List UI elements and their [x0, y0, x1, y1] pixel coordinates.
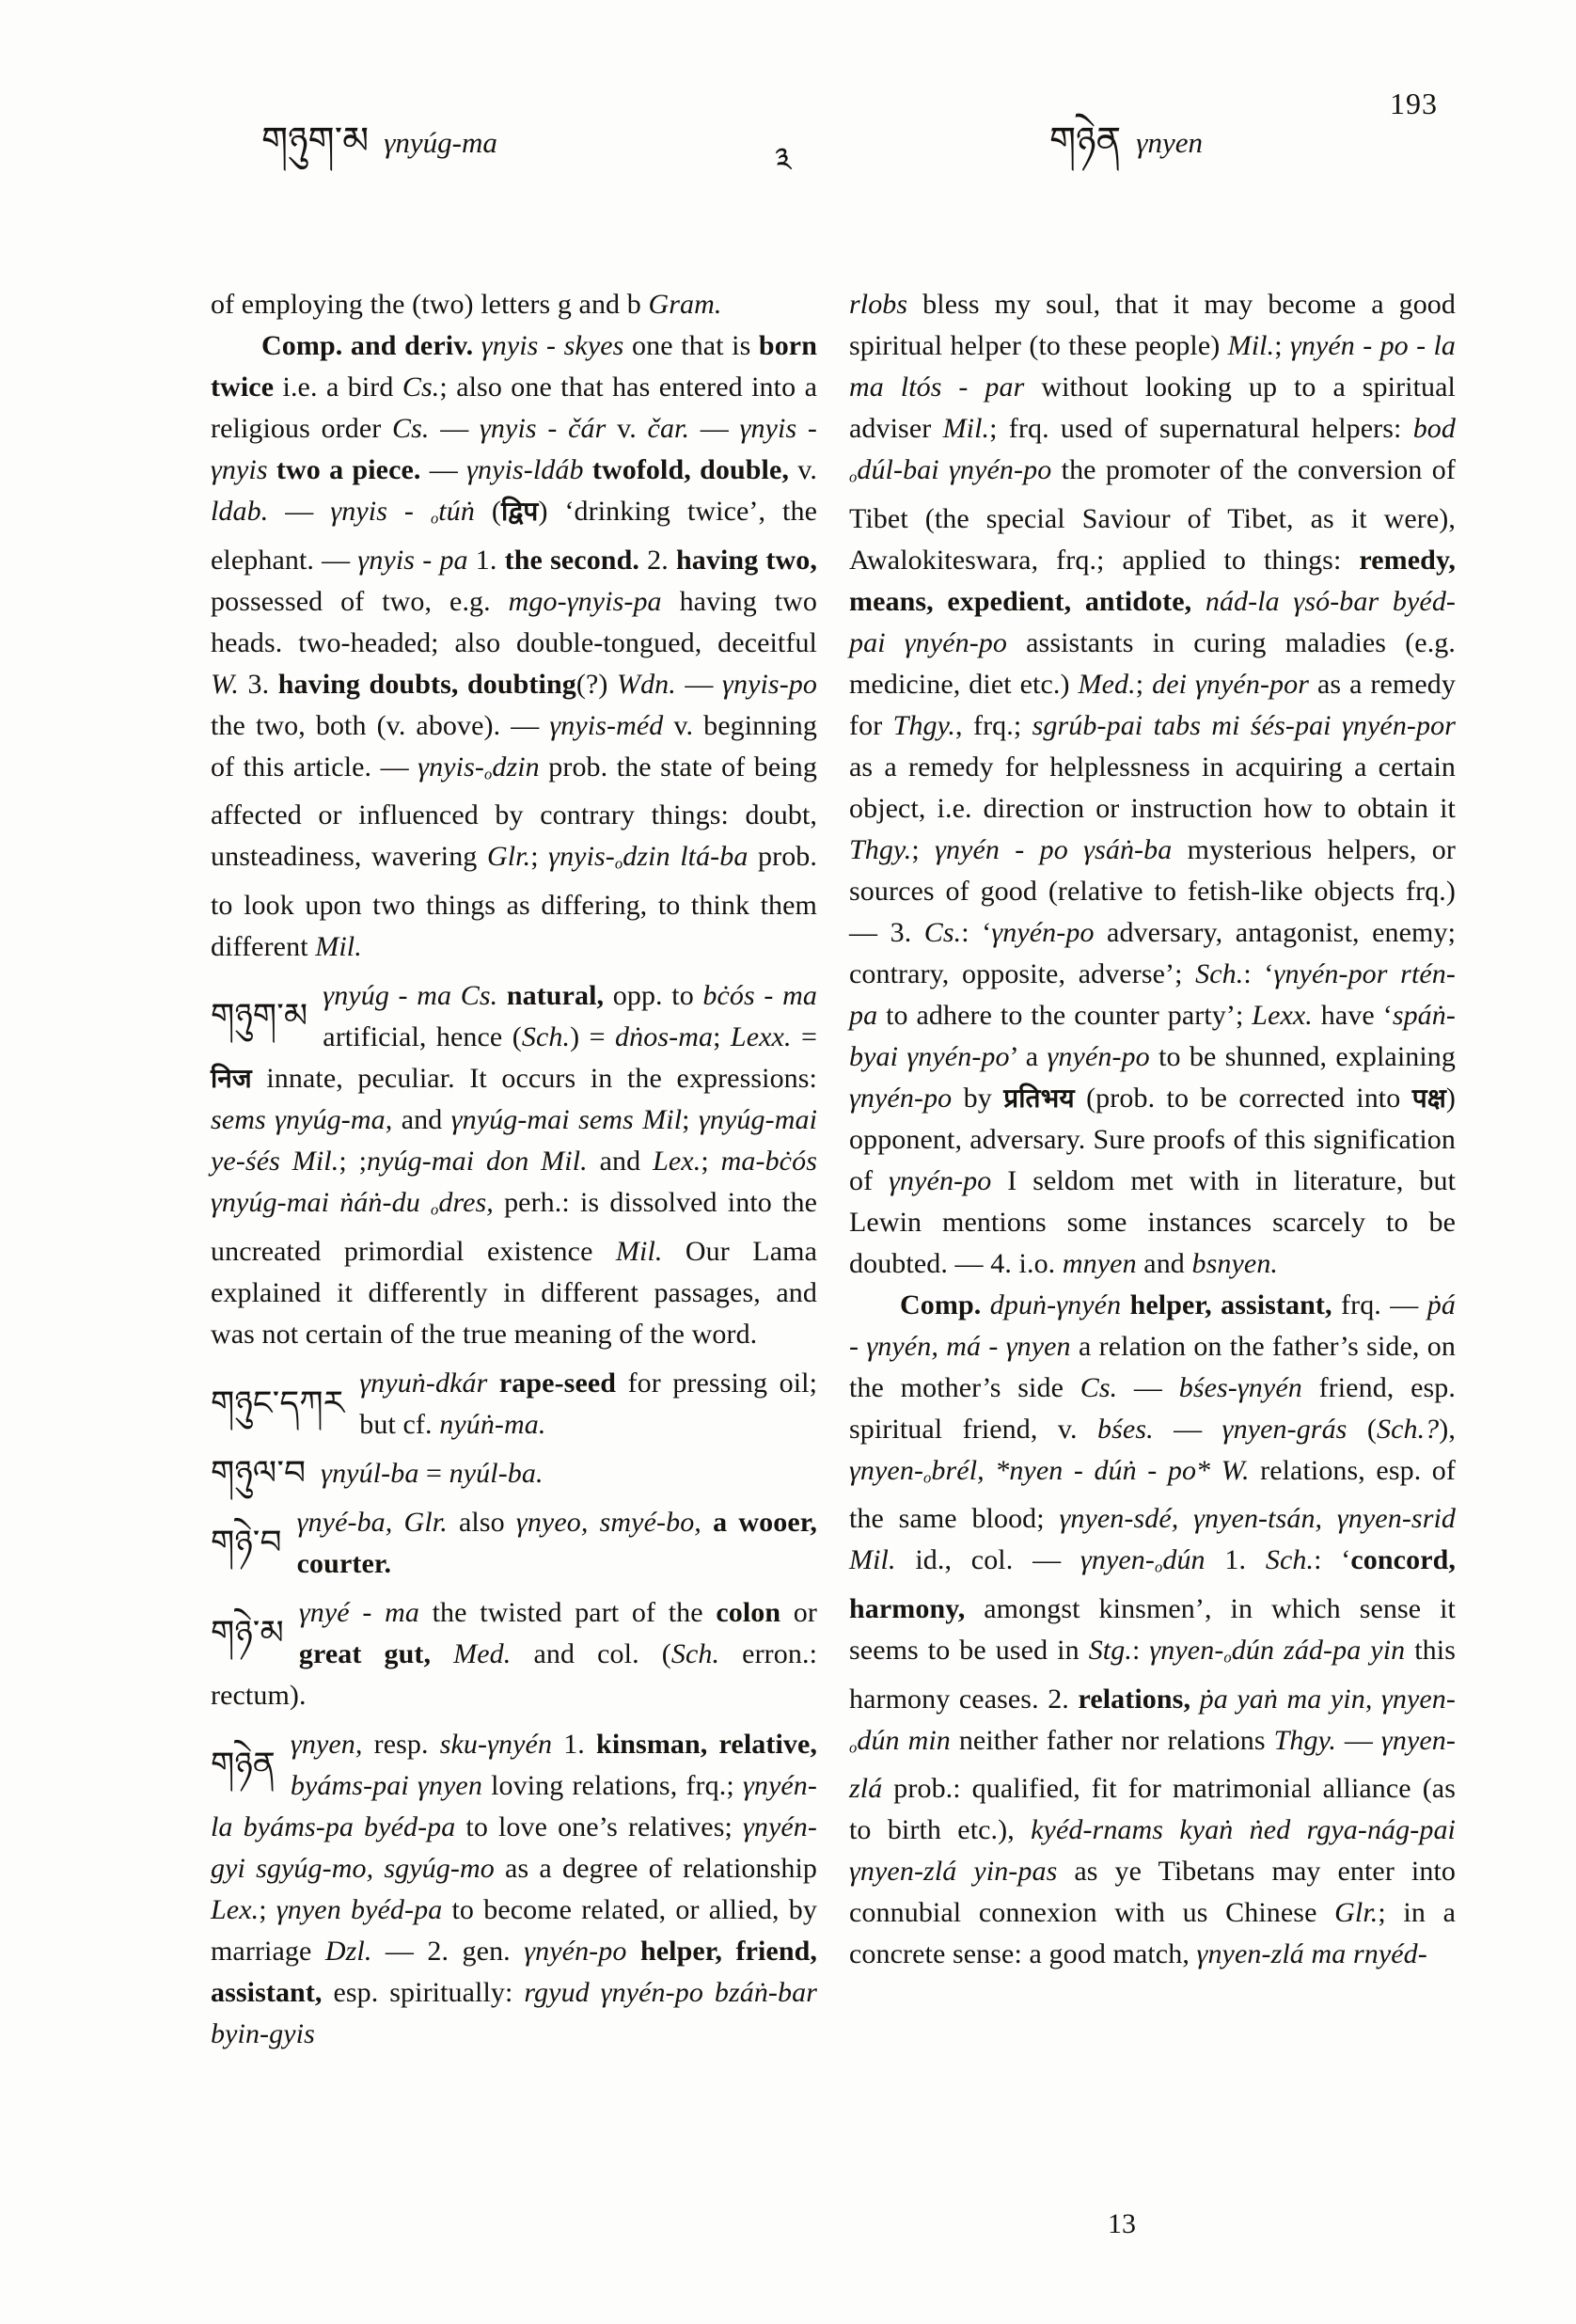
text-segment: Mil.	[942, 413, 990, 444]
text-segment: bśes-γnyén	[1178, 1371, 1319, 1403]
text-segment: Thgy.	[1273, 1724, 1336, 1756]
text-segment: one that is	[632, 330, 759, 361]
subscript-o-mark: o	[849, 467, 858, 486]
text-segment: amongst kinsmen’, in which sense it seems to be used in	[849, 1592, 1456, 1666]
text-segment: relations,	[1078, 1683, 1200, 1715]
text-segment: nyúl-ba.	[449, 1457, 544, 1489]
text-segment: born twice	[211, 330, 818, 403]
text-segment: γnyé-ba, Glr.	[296, 1506, 459, 1538]
text-segment: of employing the (two) letters g and b	[211, 289, 649, 320]
text-segment: the two, both (v. above). —	[211, 709, 550, 741]
text-segment: : ‘	[961, 916, 992, 948]
text-segment: ṗá - γnyén, má - γnyen	[849, 1288, 1456, 1362]
text-segment: γnyen-zlá ma rnyéd-	[1196, 1938, 1427, 1970]
text-segment: the second.	[504, 544, 648, 576]
text-segment: as ye Tibetans may enter into connubial connexion with us Chinese	[849, 1856, 1456, 1929]
text-segment: ldab.	[211, 496, 269, 527]
text-segment: —	[429, 413, 481, 444]
text-segment: bod odúl-bai γnyén-po	[849, 413, 1457, 486]
text-segment: v. beginning of this article. —	[211, 709, 817, 783]
text-segment: assistants in curing maladies (e.g. medicine, diet etc.)	[849, 626, 1456, 700]
text-segment: γnyen-odún	[1080, 1544, 1225, 1576]
text-segment: : ‘	[1314, 1544, 1351, 1576]
text-segment: ;	[682, 1103, 699, 1135]
text-segment: (	[1366, 1413, 1377, 1445]
text-segment: a wooer, courter.	[296, 1506, 817, 1579]
text-segment: ; frq. used of supernatural helpers:	[989, 413, 1413, 444]
text-segment: bsnyen.	[1191, 1247, 1279, 1279]
subscript-o-mark: o	[484, 765, 493, 783]
text-segment: —	[1335, 1724, 1381, 1756]
text-segment: nyúṅ-ma.	[439, 1408, 546, 1440]
text-segment: as a degree of relationship	[505, 1852, 817, 1884]
comp-paragraph	[849, 1285, 1456, 1976]
text-segment: frq. —	[1341, 1288, 1427, 1320]
text-segment: γnyén-po	[889, 1164, 1008, 1196]
text-segment: ) opponent, adversary. Sure proofs of this signification of	[849, 1082, 1456, 1196]
text-segment: colon	[716, 1596, 794, 1628]
text-segment: Cs.	[402, 372, 440, 403]
text-segment: प्रतिभय	[1003, 1082, 1075, 1114]
text-segment: γnyén-po	[991, 916, 1095, 948]
text-segment: γnyén-po	[524, 1935, 640, 1967]
text-segment: prob. to look upon two things as differing, to think them different	[211, 841, 817, 962]
text-columns	[211, 284, 1456, 2055]
text-segment: Wdn.	[616, 668, 676, 700]
text-segment: ṗa yaṅ ma yin, γnyen-odún min	[849, 1683, 1456, 1757]
text-segment: γnyis-odzin ltá-ba	[548, 841, 758, 873]
text-segment: concord, harmony,	[849, 1544, 1456, 1624]
text-segment: 1.	[1224, 1544, 1266, 1576]
text-segment: v.	[617, 413, 648, 444]
text-segment: ; ;	[339, 1145, 368, 1177]
text-segment: Dzl.	[324, 1935, 372, 1967]
text-segment: erron.: rectum).	[211, 1637, 818, 1711]
comp-deriv-paragraph	[211, 325, 817, 968]
text-segment: to adhere to the counter party’;	[886, 999, 1253, 1031]
text-segment: Stg.	[1088, 1634, 1132, 1666]
text-segment: γnyuṅ-dkár	[359, 1367, 499, 1399]
text-segment: Sch.	[521, 1020, 571, 1052]
tibetan-headword-runhead-left: གཉུག་མ	[261, 119, 370, 163]
text-segment: Mil.	[315, 930, 362, 962]
text-segment: adversary, antagonist, enemy; contrary, opposite, adverse’;	[849, 916, 1456, 989]
running-header-left	[261, 120, 497, 162]
text-segment: γnyis - skyes	[481, 330, 633, 361]
text-segment: ;	[1274, 330, 1290, 361]
text-segment: 1.	[563, 1728, 597, 1760]
text-segment: γnyen,	[290, 1728, 374, 1760]
text-segment: (	[491, 496, 501, 527]
text-segment: —	[675, 668, 723, 700]
text-segment: sku-γnyén	[439, 1728, 564, 1760]
text-segment: Comp.	[900, 1288, 990, 1320]
text-segment: Our Lama explained it differently in different passages, and was not certain of the true meaning of the word.	[211, 1235, 817, 1350]
text-segment: γnyén-po	[849, 1082, 964, 1114]
text-segment: prob. the state of being affected or influenced by contrary things: doubt, unsteadiness, wavering	[211, 751, 817, 873]
text-segment: loving relations, frq.;	[491, 1769, 743, 1801]
running-header-right	[1049, 120, 1203, 162]
text-segment: निज	[211, 1062, 252, 1094]
text-segment: γnyis - čár	[480, 413, 618, 444]
text-segment: γnyen-zlá	[849, 1724, 1456, 1805]
text-segment: kinsman, relative,	[596, 1728, 817, 1760]
text-segment: kyéd-rnams kyaṅ ṅed rgya-nág-pai γnyen-zlá yin-pas	[849, 1814, 1456, 1888]
text-segment: ; also one that has entered into a religious order	[211, 372, 817, 444]
text-segment: have ‘	[1312, 999, 1393, 1031]
text-segment: I seldom met with in literature, but Lewin mentions some instances scarcely to be doubted. — 4. i.o.	[849, 1164, 1456, 1279]
text-segment: without looking up to a spiritual adviser	[849, 372, 1456, 444]
text-segment: and	[1143, 1247, 1192, 1279]
text-segment: also	[459, 1506, 516, 1538]
text-segment: Sch.	[670, 1637, 720, 1669]
text-segment: bċós - ma	[702, 979, 817, 1011]
text-segment: Thgy.	[892, 709, 956, 741]
text-segment: γnyén-por rtén-pa	[849, 957, 1456, 1031]
text-segment: remedy, means, expedient, antidote,	[849, 544, 1456, 617]
text-segment: ) ‘drinking twice’, the elephant. —	[211, 496, 817, 576]
text-segment: opp. to	[612, 979, 703, 1011]
text-segment: पक्ष	[1411, 1082, 1446, 1114]
text-segment: rlobs	[849, 289, 923, 320]
running-header-center	[775, 139, 792, 181]
left-column	[211, 284, 817, 2055]
text-segment: γnyén - po γsáṅ-ba	[935, 833, 1188, 865]
text-segment: innate, peculiar. It occurs in the expressions:	[251, 1062, 817, 1094]
text-segment: čar.	[647, 413, 690, 444]
right-column	[849, 284, 1456, 2055]
text-segment: esp. spiritually:	[333, 1976, 525, 2008]
text-segment: ; in a concrete sense: a good match,	[849, 1897, 1456, 1970]
subscript-o-mark: o	[923, 1468, 932, 1487]
text-segment: a relation on the father’s side, on the mother’s side	[849, 1330, 1456, 1403]
text-segment: friend, esp. spiritual friend, v.	[849, 1371, 1456, 1445]
text-segment: mgo-γnyis-pa	[508, 585, 680, 617]
text-segment: bśes.	[1097, 1413, 1154, 1445]
text-segment: γnyén-gyi sgyúg-mo, sgyúg-mo	[211, 1810, 817, 1884]
romanization-runhead-left: γnyúg-ma	[384, 126, 497, 159]
text-segment: द्विप	[500, 496, 539, 527]
tibetan-headword: གཉེ་བ	[211, 1523, 282, 1562]
text-segment: γnyen byéd-pa	[276, 1893, 452, 1925]
text-segment: Lexx.	[730, 1020, 792, 1052]
text-segment: dpuṅ-γnyén	[989, 1288, 1130, 1320]
text-segment: γnyen-odún zád-pa yin	[1149, 1634, 1415, 1667]
text-segment: twofold, double,	[591, 454, 798, 485]
text-segment: possessed of two, e.g.	[211, 585, 509, 617]
tibetan-headword: གཉུང་དཀར	[211, 1383, 345, 1423]
text-segment: γnyis - otúṅ	[330, 496, 492, 528]
page-number: 193	[1390, 87, 1438, 120]
text-segment: ),	[1439, 1413, 1456, 1445]
text-segment: —	[1117, 1371, 1179, 1403]
text-segment: , frq.;	[955, 709, 1032, 741]
text-segment: to love one’s relatives;	[465, 1810, 743, 1842]
text-segment: or	[793, 1596, 817, 1628]
text-segment: i.e. a bird	[282, 372, 402, 403]
subscript-o-mark: o	[430, 1200, 439, 1219]
text-segment: Sch.	[1265, 1544, 1315, 1576]
text-segment: ;	[701, 1145, 721, 1177]
entry-gnye-ma	[211, 1592, 817, 1716]
text-segment: γnyúg-mai ye-śés Mil.	[211, 1103, 818, 1177]
text-segment: Lexx.	[1252, 999, 1313, 1031]
text-segment: γnyén-po	[1047, 1040, 1159, 1072]
text-segment: γnyúg - ma	[323, 979, 461, 1011]
text-segment: this harmony ceases. 2.	[849, 1634, 1456, 1715]
entry-continuation	[211, 284, 817, 325]
text-segment: Comp. and deriv.	[261, 330, 481, 361]
entry-gnyug-ma	[211, 975, 817, 1355]
text-segment: dei γnyén-por	[1152, 668, 1317, 700]
text-segment: Glr.	[486, 841, 531, 873]
text-segment: W.	[211, 668, 248, 700]
tibetan-headword: གཉུག་མ	[211, 996, 308, 1036]
text-segment: prob.: qualified, fit for matrimonial alliance (as to birth etc.),	[849, 1773, 1456, 1846]
text-segment: nád-la γsó-bar byéd-pai γnyén-po	[849, 585, 1457, 658]
subscript-o-mark: o	[849, 1738, 858, 1757]
text-segment: : ‘	[1243, 957, 1274, 989]
text-segment: γnyis - γnyis	[211, 413, 817, 485]
text-segment: nyúg-mai don Mil.	[367, 1145, 588, 1177]
tibetan-numeral-mark: ༣	[775, 141, 792, 179]
text-segment: the twisted part of the	[432, 1596, 717, 1628]
text-segment: as a remedy for helplessness in acquiring a certain object, i.e. direction or instruction how to obtain it	[849, 751, 1456, 824]
text-segment: to become related, or allied, by marriage	[211, 1893, 817, 1967]
text-segment: =	[791, 1020, 817, 1052]
text-segment: (?)	[575, 668, 617, 700]
text-segment: ;	[259, 1893, 276, 1925]
subscript-o-mark: o	[614, 854, 623, 873]
text-segment: Cs.	[392, 413, 430, 444]
text-segment: mnyen	[1062, 1247, 1144, 1279]
text-segment: 3.	[247, 668, 278, 700]
text-segment: γnyúl-ba	[321, 1457, 419, 1489]
text-segment: having two heads. two-headed; also double-tongued, deceitful	[211, 585, 818, 658]
text-segment: —	[689, 413, 740, 444]
text-segment: Lex.	[653, 1145, 701, 1177]
text-segment: :	[1131, 1634, 1150, 1666]
entry-gnyen	[211, 1724, 817, 2055]
romanization-runhead-right: γnyen	[1136, 126, 1203, 159]
text-segment: having doubts, doubting	[277, 668, 576, 700]
text-segment: ’ a	[1009, 1040, 1048, 1072]
text-segment: for pressing oil; but cf.	[359, 1367, 818, 1440]
text-segment: γnyis-odzin	[418, 751, 549, 783]
text-segment: γnyen-obrél, *nyen - dúṅ - po* W.	[849, 1454, 1261, 1487]
entry-gnye-ba	[211, 1502, 817, 1585]
text-segment: ;	[713, 1020, 731, 1052]
text-segment: two a piece.	[276, 454, 430, 485]
text-segment: Cs.	[923, 916, 962, 948]
signature-number: 13	[1108, 2208, 1136, 2239]
subscript-o-mark: o	[1155, 1557, 1163, 1576]
text-segment: Sch.	[1195, 957, 1244, 989]
text-segment: ma-bċós γnyúg-mai ṅáṅ-du odres,	[211, 1145, 817, 1219]
text-segment: (prob. to be corrected into	[1074, 1082, 1412, 1114]
text-segment: sgrúb-pai tabs mi śés-pai γnyén-por	[1032, 709, 1456, 741]
text-segment: resp.	[373, 1728, 440, 1760]
text-segment: γnyis-po	[722, 668, 817, 700]
text-segment: and	[587, 1145, 654, 1177]
text-segment: spáṅ-byai γnyén-po	[849, 999, 1456, 1072]
text-segment: 1.	[475, 544, 505, 576]
text-segment: Lex.	[211, 1893, 260, 1925]
text-segment: as a remedy for	[849, 668, 1456, 741]
text-segment: — 2. gen.	[371, 1935, 525, 1967]
text-segment: γnyen-grás	[1221, 1413, 1367, 1445]
tibetan-headword: གཉེན	[211, 1745, 276, 1784]
text-segment: relations, esp. of the same blood;	[849, 1454, 1456, 1535]
text-segment: γnyis-ldáb	[466, 454, 592, 485]
tibetan-headword-runhead-right: གཉེན	[1049, 119, 1122, 163]
text-segment: perh.: is dissolved into the uncreated primordial existence	[211, 1186, 817, 1267]
text-segment: Gram.	[648, 289, 722, 320]
text-segment: and col. (	[511, 1637, 671, 1669]
text-segment: ;	[911, 833, 936, 865]
text-segment: Thgy.	[849, 833, 912, 865]
text-segment: sems γnyúg-ma,	[211, 1103, 402, 1135]
text-segment: γnyeo, smyé-bo,	[515, 1506, 714, 1538]
text-segment: to be shunned, explaining	[1158, 1040, 1456, 1072]
text-segment: artificial, hence (	[323, 1020, 522, 1052]
text-segment: helper, assistant,	[1129, 1288, 1342, 1320]
text-segment: Med.	[1078, 668, 1136, 700]
entry-gnyul-ba	[211, 1453, 817, 1494]
text-segment: —	[268, 496, 331, 527]
entry-gnyun-dkar	[211, 1363, 817, 1446]
text-segment: γnyén-la byáms-pa byéd-pa	[211, 1769, 817, 1842]
text-segment: the promoter of the conversion of Tibet (the special Saviour of Tibet, as it were), Awalokiteswara, frq.; applied to things:	[849, 454, 1456, 576]
text-segment: byáms-pai γnyen	[290, 1769, 492, 1801]
text-segment: great gut,	[298, 1637, 454, 1669]
text-segment: γnyúg-mai sems Mil	[450, 1103, 683, 1135]
text-segment: neither father nor relations	[958, 1724, 1274, 1756]
text-segment: Med.	[453, 1637, 512, 1669]
text-segment: v.	[797, 454, 818, 485]
entry-gnyen-continuation	[849, 284, 1456, 1285]
text-segment: natural,	[506, 979, 613, 1011]
text-segment: having two,	[675, 544, 817, 576]
subscript-o-mark: o	[430, 509, 439, 528]
text-segment: rape-seed	[498, 1367, 628, 1399]
text-segment: Cs.	[460, 979, 507, 1011]
text-segment: —	[1153, 1413, 1222, 1445]
text-segment: ;	[1135, 668, 1153, 700]
text-segment: =	[418, 1457, 449, 1489]
text-segment: γnyén - po - la ma ltós - par	[849, 330, 1456, 403]
text-segment: rgyud γnyén-po bzáṅ-bar byin-gyis	[211, 1976, 817, 2049]
text-segment: dṅos-ma	[615, 1020, 714, 1052]
text-segment: and	[401, 1103, 451, 1135]
text-segment: Mil.	[615, 1235, 663, 1267]
text-segment: Cs.	[1080, 1371, 1118, 1403]
text-segment: Mil.	[1227, 330, 1275, 361]
tibetan-headword: གཉུལ་བ	[211, 1453, 307, 1493]
text-segment: Glr.	[1334, 1897, 1379, 1929]
text-segment: —	[429, 454, 467, 485]
text-segment: γnyis - pa	[357, 544, 476, 576]
text-segment: id., col. —	[915, 1544, 1080, 1576]
text-segment: ) =	[570, 1020, 616, 1052]
subscript-o-mark: o	[1223, 1648, 1232, 1667]
text-segment: mysterious helpers, or sources of good (relative to fetish-like objects frq.) — 3.	[849, 833, 1456, 948]
text-segment: Sch.?	[1376, 1413, 1440, 1445]
tibetan-headword: གཉེ་མ	[211, 1613, 284, 1652]
text-segment: by	[963, 1082, 1004, 1114]
text-segment: γnyen-sdé, γnyen-tsán, γnyen-srid Mil.	[849, 1503, 1456, 1576]
text-segment: bless my soul, that it may become a good spiritual helper (to these people)	[849, 289, 1456, 361]
text-segment: γnyé - ma	[298, 1596, 433, 1628]
text-segment: ;	[530, 841, 549, 873]
text-segment: helper, friend, assistant,	[211, 1935, 818, 2008]
text-segment: γnyis-méd	[549, 709, 674, 741]
text-segment: 2.	[647, 544, 676, 576]
